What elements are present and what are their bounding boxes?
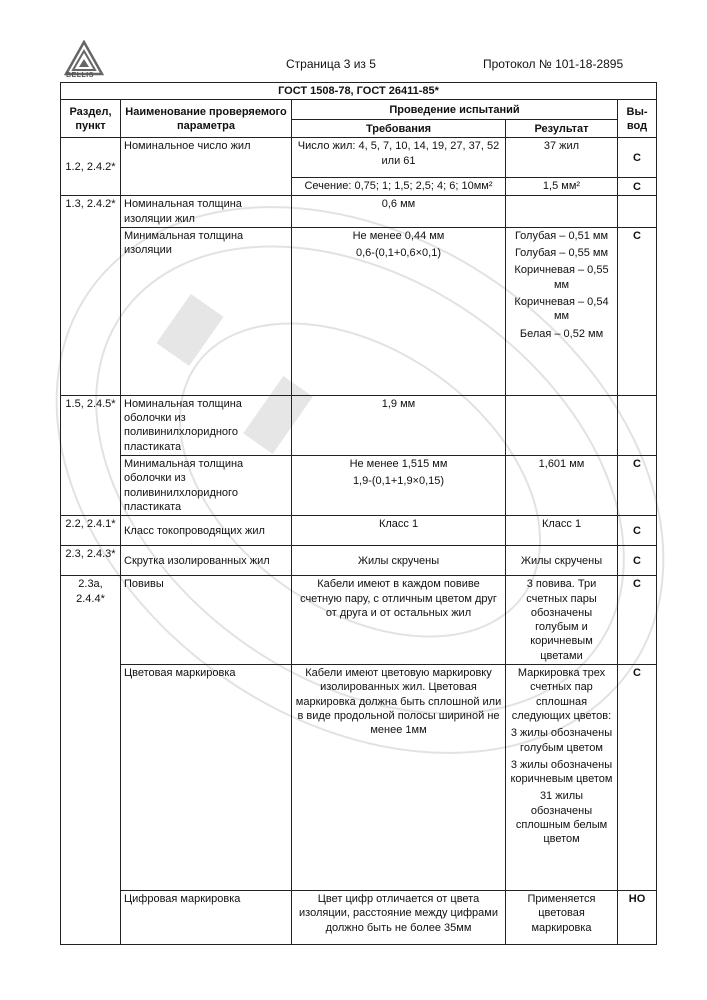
cell-result: 3 повива. Три счетных пары обозначены голубым и коричневым цветами: [506, 576, 618, 665]
table-row: [61, 891, 657, 945]
result-line: Голубая – 0,55 мм: [514, 247, 609, 260]
col-header-section: Раздел, пункт: [61, 100, 121, 138]
req-line: Не менее 1,515 мм: [349, 458, 448, 471]
cell-mark: С: [618, 516, 657, 546]
cell-result: [506, 395, 618, 455]
cell-req: Класс 1: [292, 516, 506, 546]
cell-req: Жилы скручены: [292, 546, 506, 576]
col-header-tests: Проведение испытаний: [292, 100, 618, 120]
cell-param: Минимальная толщина оболочки из поливинилхлоридного пластиката: [121, 456, 292, 516]
cell-param: Цифровая маркировка: [121, 891, 292, 945]
table-row: [61, 196, 657, 228]
result-line: 3 жилы обозначены голубым цветом: [510, 727, 613, 754]
cell-section: 2.3, 2.4.3*: [61, 546, 121, 576]
table-row: [61, 227, 657, 395]
cell-mark: [618, 196, 657, 228]
col-header-conclusion: Вы-вод: [618, 100, 657, 138]
result-line: 31 жилы обозначены сплошным белым цветом: [515, 790, 608, 846]
cell-mark: С: [618, 178, 657, 196]
logo-text: BELLIS: [66, 72, 94, 79]
cell-mark: НО: [618, 891, 657, 945]
cell-mark: С: [618, 227, 657, 395]
protocol-number: Протокол № 101-18-2895: [483, 57, 624, 71]
result-line: 3 жилы обозначены коричневым цветом: [510, 758, 613, 786]
cell-result: [506, 227, 618, 395]
cell-result: Применяется цветовая маркировка: [506, 891, 618, 945]
req-formula: 1,9-(0,1+1,9×0,15): [352, 475, 445, 488]
cell-param: Цветовая маркировка: [121, 665, 292, 891]
req-line: Не менее 0,44 мм: [352, 229, 445, 242]
table-row: [61, 395, 657, 455]
cell-mark: С: [618, 546, 657, 576]
cell-param: Класс токопроводящих жил: [121, 516, 292, 546]
col-header-param: Наименование проверяемого параметра: [121, 100, 292, 138]
cell-param: Минимальная толщина изоляции: [121, 227, 292, 395]
cell-result: 37 жил: [506, 138, 618, 178]
cell-mark: С: [618, 456, 657, 516]
cell-req: Кабели имеют цветовую маркировку изолированных жил. Цветовая маркировка должна быть сплошной или в виде продольной полосы шириной не менее 1мм: [292, 665, 506, 891]
cell-result: Жилы скручены: [506, 546, 618, 576]
col-header-result: Результат: [506, 120, 618, 138]
result-line: Коричневая – 0,54 мм: [514, 296, 609, 323]
cell-section: 1.3, 2.4.2*: [61, 196, 121, 396]
cell-section: 2.2, 2.4.1*: [61, 516, 121, 546]
cell-section: 1.5, 2.4.5*: [61, 395, 121, 515]
cell-param: Повивы: [121, 576, 292, 665]
cell-req: 0,6 мм: [292, 196, 506, 228]
result-line: Коричневая – 0,55 мм: [514, 264, 609, 291]
cell-mark: С: [618, 576, 657, 665]
req-formula: 0,6-(0,1+0,6×0,1): [355, 247, 441, 260]
table-row: [61, 546, 657, 576]
cell-mark: С: [618, 138, 657, 178]
cell-result: 1,5 мм²: [506, 178, 618, 196]
page-number: Страница 3 из 5: [286, 57, 376, 71]
cell-section: 1.2, 2.4.2*: [61, 138, 121, 196]
cell-param: Скрутка изолированных жил: [121, 546, 292, 576]
cell-req: [292, 227, 506, 395]
cell-result: [506, 665, 618, 891]
test-results-table: [60, 82, 657, 945]
table-row: [61, 138, 657, 178]
col-header-req: Требования: [292, 120, 506, 138]
cell-result: Класс 1: [506, 516, 618, 546]
table-row: [61, 576, 657, 665]
cell-req: Кабели имеют в каждом повиве счетную пару, с отличным цветом друг от друга и от остальных жил: [292, 576, 506, 665]
cell-result: [506, 196, 618, 228]
cell-param: Номинальная толщина изоляции жил: [121, 196, 292, 228]
cell-result: 1,601 мм: [506, 456, 618, 516]
cell-mark: [618, 395, 657, 455]
cell-mark: С: [618, 665, 657, 891]
table-row: [61, 665, 657, 891]
cell-req: Сечение: 0,75; 1; 1,5; 2,5; 4; 6; 10мм²: [292, 178, 506, 196]
result-line: Белая – 0,52 мм: [519, 327, 604, 340]
bellis-logo-icon: [64, 40, 104, 86]
cell-req: Число жил: 4, 5, 7, 10, 14, 19, 27, 37, 52 или 61: [292, 138, 506, 178]
cell-req: 1,9 мм: [292, 395, 506, 455]
cell-param: Номинальное число жил: [121, 138, 292, 196]
table-row: [61, 516, 657, 546]
result-line: Голубая – 0,51 мм: [514, 229, 609, 242]
table-title: ГОСТ 1508-78, ГОСТ 26411-85*: [61, 83, 657, 100]
table-row: [61, 456, 657, 516]
result-line: Маркировка трех счетных пар сплошная следующих цветов:: [511, 667, 612, 722]
cell-param: Номинальная толщина оболочки из поливинилхлоридного пластиката: [121, 395, 292, 455]
cell-section: 2.3а, 2.4.4*: [61, 576, 121, 945]
cell-req: [292, 456, 506, 516]
cell-req: Цвет цифр отличается от цвета изоляции, расстояние между цифрами должно быть не более 35мм: [292, 891, 506, 945]
